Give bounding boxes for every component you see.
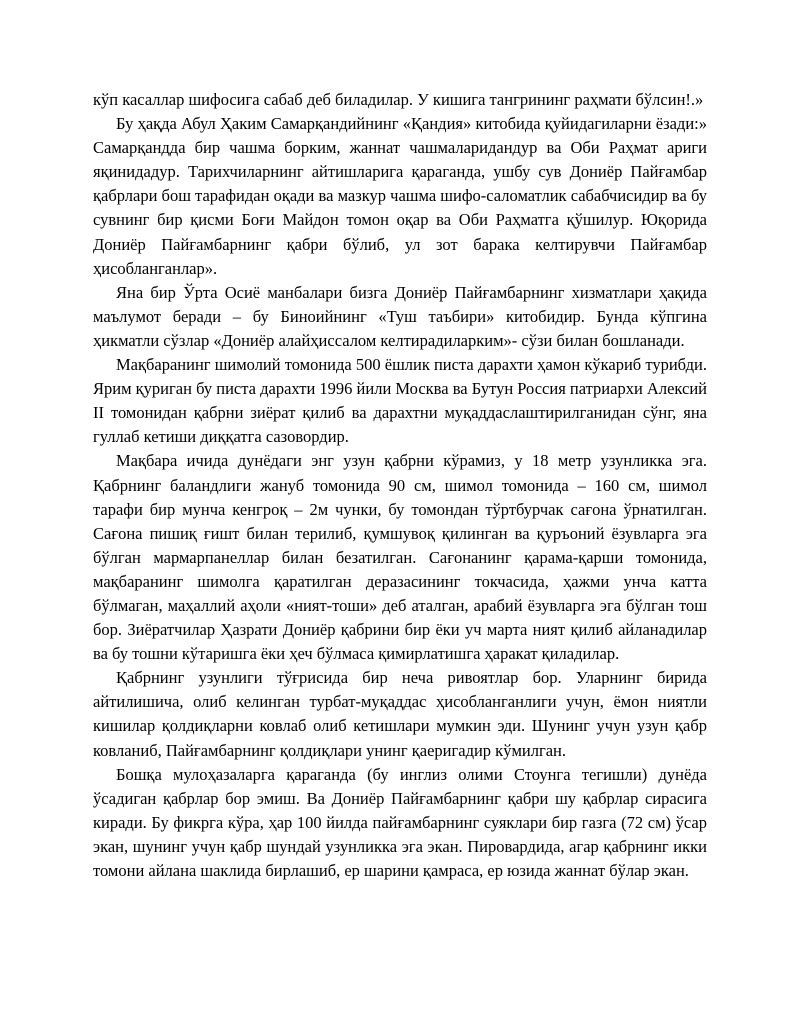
document-page	[93, 88, 707, 883]
paragraph-1: кўп касаллар шифосига сабаб деб биладилар. У кишига тангрининг раҳмати бўлсин!.»	[93, 90, 704, 109]
paragraph-3: Яна бир Ўрта Осиё манбалари бизга Дониёр Пайғамбарнинг хизматлари ҳақида маълумот беради – бу Биноийнинг «Туш таъбири» китобидир. Бунда кўпгина ҳикматли сўзлар «Дониёр алайҳиссалом келтирадиларким»- сўзи билан бошланади.	[93, 282, 707, 350]
paragraph-4: Мақбаранинг шимолий томонида 500 ёшлик писта дарахти ҳамон кўкариб турибди. Ярим қуриган бу писта дарахти 1996 йили Москва ва Бутун Россия патриархи Алексий II томонидан қабрни зиёрат қилиб ва дарахтни муқаддаслаштирилганидан сўнг, яна гуллаб кетиши диққатга сазовордир.	[93, 355, 707, 447]
paragraph-2: Бу ҳақда Абул Ҳаким Самарқандийнинг «Қандия» китобида қуйидагиларни ёзади:» Самарқандда бир чашма борким, жаннат чашмаларидандур ва Оби Раҳмат ариги яқинидадур. Тарихчиларнинг айтишларига қараганда, ушбу сув Дониёр Пайғамбар қабрлари бош тарафидан оқади ва мазкур чашма шифо-саломатлик сабабчисидир ва бу сувнинг бир қисми Боғи Майдон томон оқар ва Оби Раҳматга қўшилур. Юқорида Дониёр Пайғамбарнинг қабри бўлиб, ул зот барака келтирувчи Пайғамбар ҳисобланганлар».	[93, 114, 707, 278]
paragraph-7: Бошқа мулоҳазаларга қараганда (бу инглиз олими Стоунга тегишли) дунёда ўсадиган қабрлар бор эмиш. Ва Дониёр Пайғамбарнинг қабри шу қабрлар сирасига киради. Бу фикрга кўра, ҳар 100 йилда пайғамбарнинг суяклари бир газга (72 см) ўсар экан, шунинг учун қабр шундай узунликка эга экан. Пировардида, агар қабрнинг икки томони айлана шаклида бирлашиб, ер шарини қамраса, ер юзида жаннат бўлар экан.	[93, 764, 707, 880]
paragraph-6: Қабрнинг узунлиги тўғрисида бир неча ривоятлар бор. Уларнинг бирида айтилишича, олиб келинган турбат-муқаддас ҳисобланганлиги учун, ёмон ниятли кишилар қолдиқларни ковлаб олиб кетишлари мумкин эди. Шунинг учун узун қабр ковланиб, Пайғамбарнинг қолдиқлари унинг қаеригадир кўмилган.	[93, 668, 707, 760]
paragraph-5: Мақбара ичида дунёдаги энг узун қабрни кўрамиз, у 18 метр узунликка эга. Қабрнинг баландлиги жануб томонида 90 см, шимол томонида – 160 см, шимол тарафи бир мунча кенгроқ – 2м чунки, бу томондан тўртбурчак сағона ўрнатилган. Сағона пишиқ ғишт билан терилиб, қумшувоқ қилинган ва қуръоний ёзувларга эга бўлган мармарпанеллар билан безатилган. Сағонанинг қарама-қарши томонида, мақбаранинг шимолга қаратилган деразасининг токчасида, ҳажми унча катта бўлмаган, маҳаллий аҳоли «ният-тоши» деб аталган, арабий ёзувларга эга бўлган тош бор. Зиёратчилар Ҳазрати Дониёр қабрини бир ёки уч марта ният қилиб айланадилар ва бу тошни кўтаришга ёки ҳеч бўлмаса қимирлатишга ҳаракат қиладилар.	[93, 451, 707, 664]
